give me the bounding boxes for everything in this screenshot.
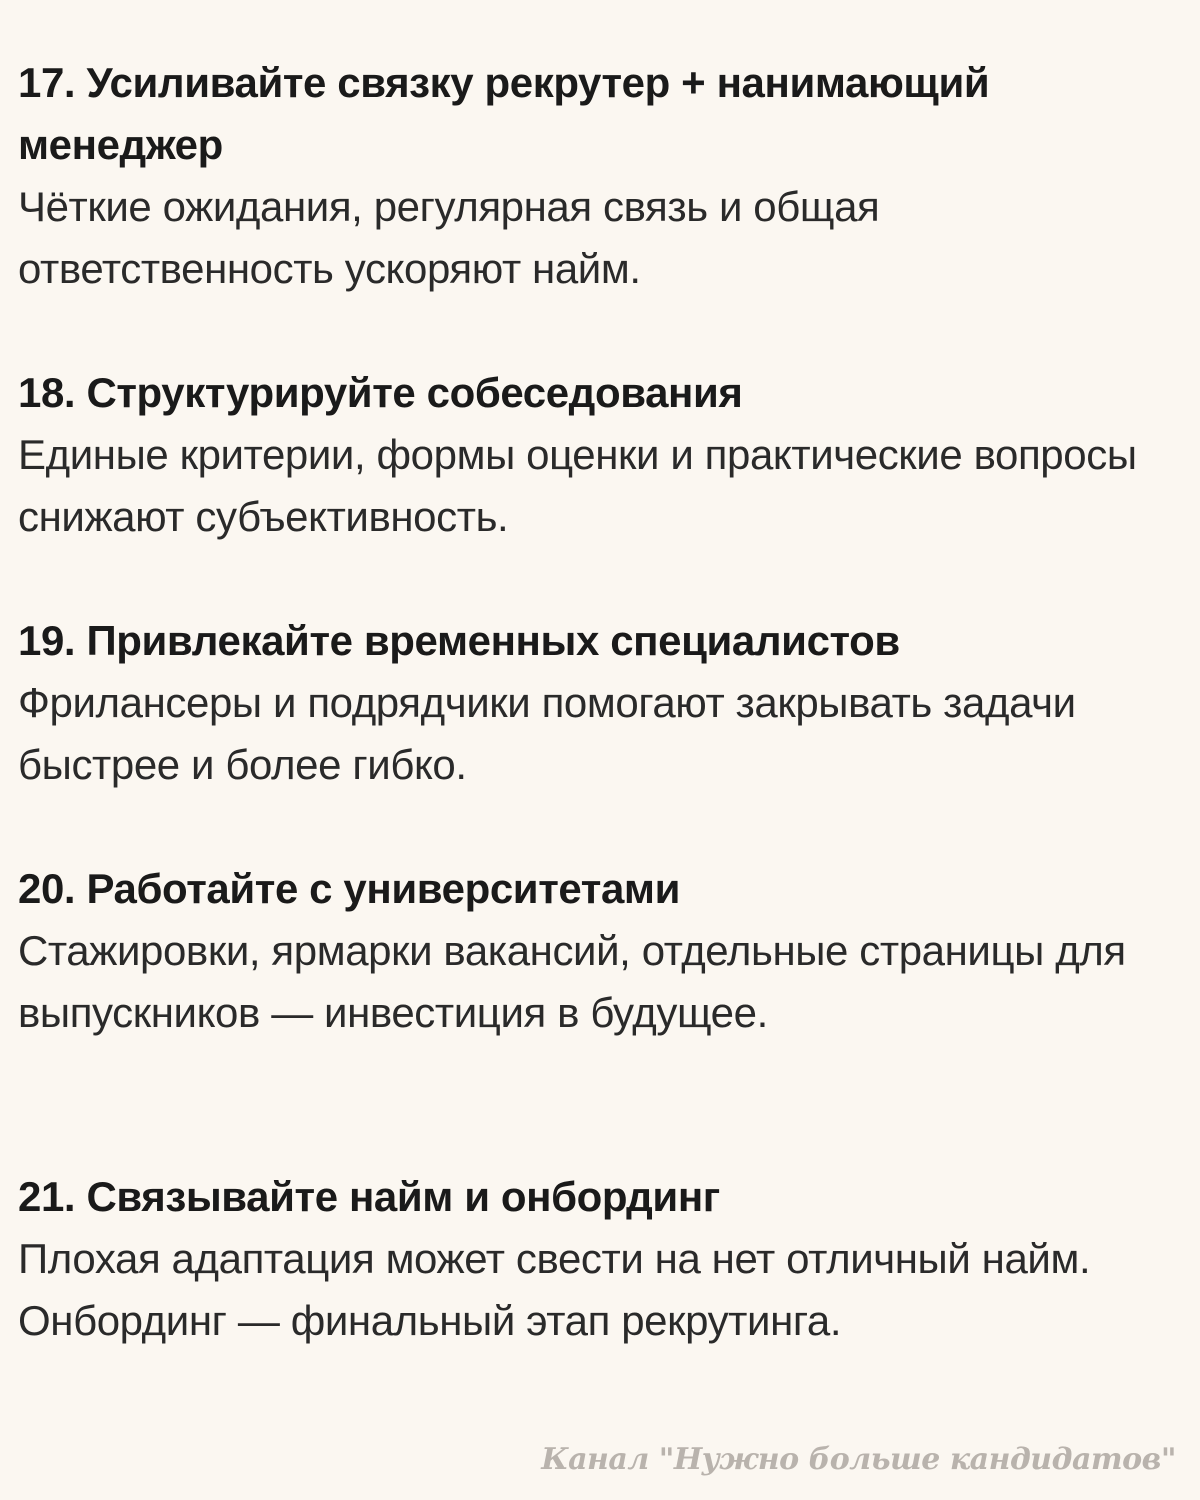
tip-title: 18. Структурируйте собеседования — [18, 369, 743, 416]
tip-body: Чёткие ожидания, регулярная связь и общая ответственность ускоряют найм. — [18, 183, 880, 292]
tip-title: 17. Усиливайте связку рекрутер + нанимающий менеджер — [18, 59, 990, 168]
tip-title: 20. Работайте с университетами — [18, 865, 680, 912]
tip-21 — [18, 1166, 1178, 1352]
tip-17 — [18, 52, 1178, 300]
tip-body: Единые критерии, формы оценки и практические вопросы снижают субъективность. — [18, 431, 1137, 540]
channel-watermark: Канал "Нужно больше кандидатов" — [541, 1442, 1176, 1477]
tip-body: Фрилансеры и подрядчики помогают закрывать задачи быстрее и более гибко. — [18, 679, 1076, 788]
tip-body: Плохая адаптация может свести на нет отличный найм. Онбординг — финальный этап рекрутинга. — [18, 1235, 1091, 1344]
tip-title: 19. Привлекайте временных специалистов — [18, 617, 900, 664]
tip-title: 21. Связывайте найм и онбординг — [18, 1173, 720, 1220]
tip-20 — [18, 858, 1178, 1044]
tip-body: Стажировки, ярмарки вакансий, отдельные страницы для выпускников — инвестиция в будущее. — [18, 927, 1126, 1036]
tip-18 — [18, 362, 1178, 548]
tip-19 — [18, 610, 1178, 796]
